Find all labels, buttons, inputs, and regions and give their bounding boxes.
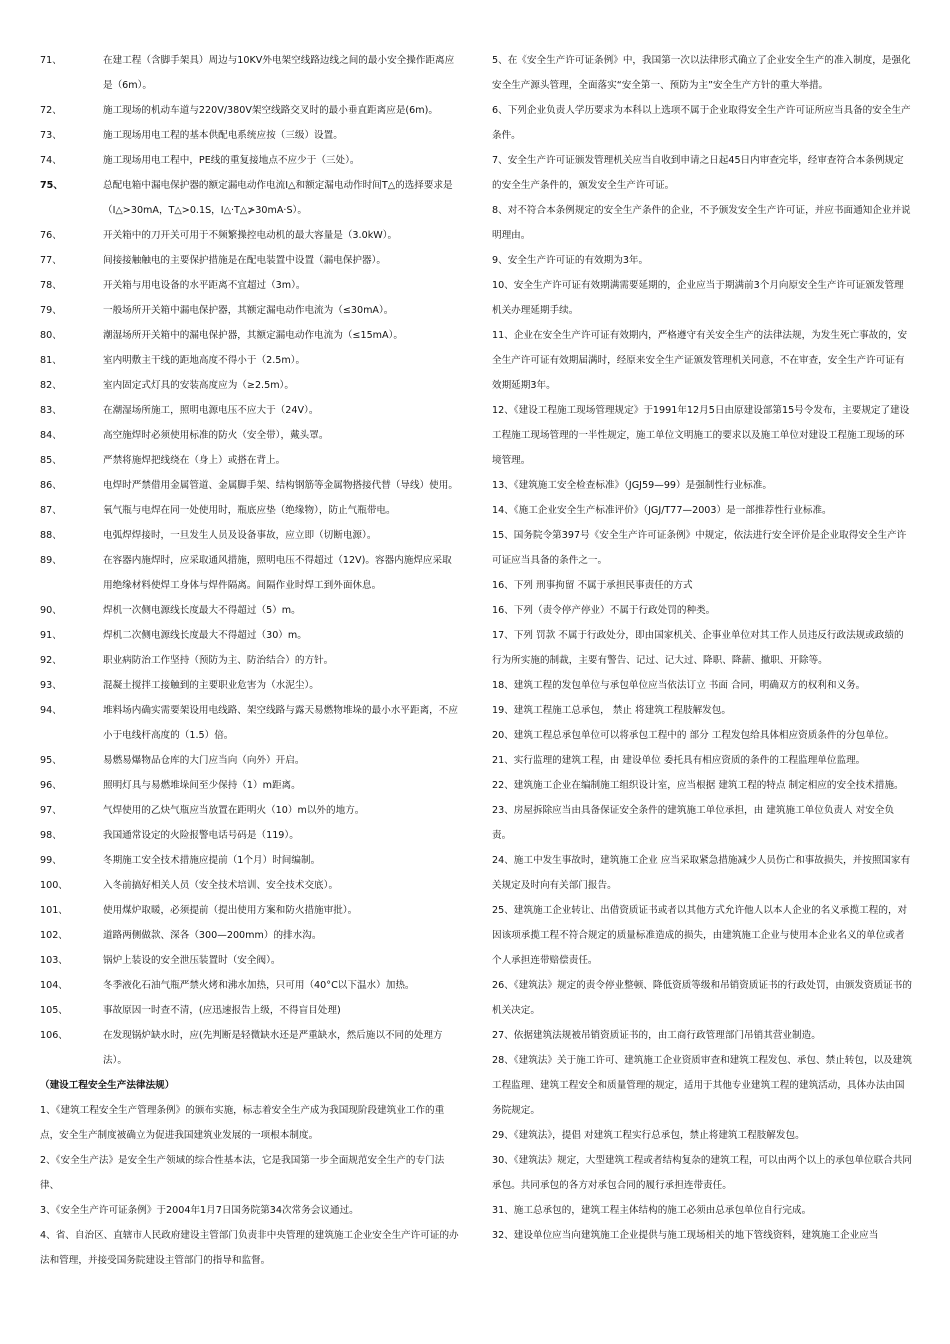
paragraph: 16、下列（责令停产停业）不属于行政处罚的种类。 (492, 605, 716, 616)
list-item (40, 48, 460, 98)
paragraph: 26、《建筑法》规定的责令停业整顿、降低资质等级和吊销资质证书的行政处罚，由颁发资质证书的机关决定。 (492, 980, 912, 1016)
item-text: 一般场所开关箱中漏电保护器，其额定漏电动作电流为（≤30mA）。 (103, 305, 394, 316)
paragraph: 3、《安全生产许可证条例》于2004年1月7日国务院第34次常务会议通过。 (40, 1205, 359, 1216)
list-item (40, 348, 460, 373)
paragraph: 30、《建筑法》规定，大型建筑工程或者结构复杂的建筑工程，可以由两个以上的承包单位联合共同承包。共同承包的各方对承包合同的履行承担连带责任。 (492, 1155, 912, 1191)
item-number: 98、 (40, 830, 62, 841)
item-text: 施工现场用电工程中，PE线的重复接地点不应少于（三处）。 (103, 155, 360, 166)
item-text: 冬期施工安全技术措施应提前（1个月）时间编制。 (103, 855, 321, 866)
item-text: 锅炉上装设的安全泄压装置时（安全阀）。 (103, 955, 281, 966)
item-number: 103、 (40, 955, 68, 966)
item-text: 入冬前搞好相关人员（安全技术培训、安全技术交底）。 (103, 880, 339, 891)
item-text: 氧气瓶与电焊在同一处使用时，瓶底应垫（绝缘物），防止气瓶带电。 (103, 505, 396, 516)
paragraph: 7、安全生产许可证颁发管理机关应当自收到申请之日起45日内审查完毕，经审查符合本条例规定的安全生产条件的，颁发安全生产许可证。 (492, 155, 904, 191)
paragraph: 15、国务院令第397号《安全生产许可证条例》中规定，依法进行安全评价是企业取得安全生产许可证应当具备的条件之一。 (492, 530, 907, 566)
item-text: 电弧焊焊接时，一旦发生人员及设备事故，应立即（切断电源）。 (103, 530, 377, 541)
item-text: 高空施焊时必须使用标准的防火（安全带），戴头罩。 (103, 430, 329, 441)
list-item (40, 773, 460, 798)
item-number: 80、 (40, 330, 62, 341)
paragraph: 32、建设单位应当向建筑施工企业提供与施工现场相关的地下管线资料，建筑施工企业应当 (492, 1230, 879, 1241)
item-number: 87、 (40, 505, 62, 516)
paragraph: 2、《安全生产法》是安全生产领域的综合性基本法，它是我国第一步全面规范安全生产的专门法律、 (40, 1155, 445, 1191)
item-number: 71、 (40, 55, 62, 66)
paragraph: 12、《建设工程施工现场管理规定》于1991年12月5日由原建设部第15号令发布，主要规定了建设工程施工现场管理的一半性规定，施工单位文明施工的要求以及施工单位对建设工程施工现场的环境管理。 (492, 405, 910, 466)
item-text: 易燃易爆物品仓库的大门应当向（向外）开启。 (103, 755, 305, 766)
item-text: 照明灯具与易燃堆垛间至少保持（1）m距离。 (103, 780, 301, 791)
paragraph: 14、《施工企业安全生产标准评价》（JGJ/T77—2003）是一部推荐性行业标准。 (492, 505, 832, 516)
list-item (40, 748, 460, 773)
list-item (40, 648, 460, 673)
item-number: 83、 (40, 405, 62, 416)
paragraph: 31、施工总承包的，建筑工程主体结构的施工必须由总承包单位自行完成。 (492, 1205, 812, 1216)
list-item (40, 948, 460, 973)
paragraph: 8、对不符合本条例规定的安全生产条件的企业，不予颁发安全生产许可证，并应书面通知企业并说明理由。 (492, 205, 911, 241)
paragraph: 21、实行监理的建筑工程，由 建设单位 委托具有相应资质的条件的工程监理单位监理。 (492, 755, 866, 766)
list-item (40, 673, 460, 698)
item-number: 97、 (40, 805, 62, 816)
item-number: 88、 (40, 530, 62, 541)
paragraph: 16、下列 刑事拘留 不属于承担民事责任的方式 (492, 580, 693, 591)
list-item (40, 448, 460, 473)
list-item (40, 423, 460, 448)
item-text: 气焊使用的乙炔气瓶应当放置在距明火（10）m以外的地方。 (103, 805, 365, 816)
paragraph: 10、安全生产许可证有效期满需要延期的，企业应当于期满前3个月向原安全生产许可证颁发管理机关办理延期手续。 (492, 280, 904, 316)
item-number: 85、 (40, 455, 62, 466)
paragraph: 4、省、自治区、直辖市人民政府建设主管部门负责非中央管理的建筑施工企业安全生产许可证的办法和管理，并接受国务院建设主管部门的指导和监督。 (40, 1230, 459, 1266)
item-number: 99、 (40, 855, 62, 866)
item-text: 总配电箱中漏电保护器的额定漏电动作电流I△和额定漏电动作时间T△的选择要求是（I△>30mA，T△>0.1S，I△·T△≯30mA·S）。 (103, 180, 453, 216)
item-text: 在发现锅炉缺水时，应(先判断是轻微缺水还是严重缺水，然后施以不同的处理方法）。 (103, 1030, 443, 1066)
paragraph: 25、建筑施工企业转让、出借资质证书或者以其他方式允许他人以本人企业的名义承揽工程的，对因该项承揽工程不符合规定的质量标准造成的损失，由建筑施工企业与使用本企业名义的单位或者个人承担连带赔偿责任。 (492, 905, 908, 966)
item-number: 95、 (40, 755, 62, 766)
item-text: 室内固定式灯具的安装高度应为（≥2.5m）。 (103, 380, 294, 391)
list-item (40, 623, 460, 648)
item-number: 84、 (40, 430, 62, 441)
paragraph: 19、建筑工程施工总承包， 禁止 将建筑工程肢解发包。 (492, 705, 731, 716)
paragraph: 5、在《安全生产许可证条例》中，我国第一次以法律形式确立了企业安全生产的准入制度，是强化安全生产源头管理，全面落实“安全第一、预防为主”安全生产方针的重大举措。 (492, 55, 911, 91)
item-number: 101、 (40, 905, 68, 916)
item-number: 93、 (40, 680, 62, 691)
item-text: 事故原因一时查不清，(应迅速报告上级，不得盲目处理) (103, 1005, 341, 1016)
paragraph: 23、房屋拆除应当由具备保证安全条件的建筑施工单位承担，由 建筑施工单位负责人 对安全负责。 (492, 805, 895, 841)
list-item (40, 898, 460, 923)
item-number: 106、 (40, 1030, 68, 1041)
paragraph: 13、《建筑施工安全检查标准》（JGJ59—99）是强制性行业标准。 (492, 480, 772, 491)
item-number: 100、 (40, 880, 68, 891)
item-number: 73、 (40, 130, 62, 141)
list-item (40, 698, 460, 748)
section-title: （建设工程安全生产法律法规） (40, 1080, 175, 1091)
item-number: 76、 (40, 230, 62, 241)
item-number: 89、 (40, 555, 62, 566)
list-item (40, 98, 460, 123)
list-item (40, 498, 460, 523)
item-text: 使用煤炉取暖，必须提前（提出使用方案和防火措施审批）。 (103, 905, 358, 916)
paragraph: 28、《建筑法》关于施工许可、建筑施工企业资质审查和建筑工程发包、承包、禁止转包，以及建筑工程监理、建筑工程安全和质量管理的规定，适用于其他专业建筑工程的建筑活动，具体办法由国务院规定。 (492, 1055, 912, 1116)
item-text: 开关箱与用电设备的水平距离不宜超过（3m）。 (103, 280, 306, 291)
paragraph: 20、建筑工程总承包单位可以将承包工程中的 部分 工程发包给具体相应资质条件的分包单位。 (492, 730, 895, 741)
item-number: 81、 (40, 355, 62, 366)
list-item (40, 548, 460, 598)
item-text: 焊机二次侧电源线长度最大不得超过（30）m。 (103, 630, 307, 641)
list-item (40, 598, 460, 623)
item-text: 混凝土搅拌工接触到的主要职业危害为（水泥尘）。 (103, 680, 319, 691)
list-item (40, 398, 460, 423)
item-text: 施工现场的机动车道与220V/380V架空线路交叉时的最小垂直距离应是(6m)。 (103, 105, 438, 116)
item-number: 82、 (40, 380, 62, 391)
list-item (40, 298, 460, 323)
item-text: 我国通常设定的火险报警电话号码是（119）。 (103, 830, 299, 841)
list-item (40, 273, 460, 298)
item-number: 79、 (40, 305, 62, 316)
item-number: 86、 (40, 480, 62, 491)
paragraph: 29、《建筑法》，提倡 对建筑工程实行总承包，禁止将建筑工程肢解发包。 (492, 1130, 805, 1141)
item-text: 室内明敷主干线的距地高度不得小于（2.5m）。 (103, 355, 306, 366)
right-column (492, 48, 912, 1248)
list-item (40, 173, 460, 223)
list-item (40, 823, 460, 848)
item-text: 间接接触触电的主要保护措施是在配电装置中设置（漏电保护器）。 (103, 255, 387, 266)
item-number: 94、 (40, 705, 62, 716)
item-number: 78、 (40, 280, 62, 291)
list-item (40, 973, 460, 998)
list-item (40, 323, 460, 348)
item-text: 在容器内施焊时，应采取通风措施，照明电压不得超过（12V)。容器内施焊应采取用绝缘材料使焊工身体与焊件隔离。间隔作业时焊工到外面休息。 (103, 555, 452, 591)
item-number: 92、 (40, 655, 62, 666)
item-number: 102、 (40, 930, 68, 941)
item-number: 90、 (40, 605, 62, 616)
item-text: 电焊时严禁借用金属管道、金属脚手架、结构钢筋等金属物搭接代替（导线）使用。 (103, 480, 458, 491)
item-text: 冬季液化石油气瓶严禁火烤和沸水加热，只可用（40°C以下温水）加热。 (103, 980, 415, 991)
item-text: 在潮湿场所施工，照明电源电压不应大于（24V）。 (103, 405, 319, 416)
item-number: 75、 (40, 180, 63, 191)
list-item (40, 123, 460, 148)
paragraph: 18、建筑工程的发包单位与承包单位应当依法订立 书面 合同，明确双方的权利和义务。 (492, 680, 866, 691)
item-text: 职业病防治工作坚持（预防为主、防治结合）的方针。 (103, 655, 334, 666)
list-item (40, 848, 460, 873)
list-item (40, 473, 460, 498)
item-text: 焊机一次侧电源线长度最大不得超过（5）m。 (103, 605, 301, 616)
paragraph: 11、企业在安全生产许可证有效期内，严格遵守有关安全生产的法律法规，为发生死亡事故的，安全生产许可证有效期届满时，经原来安全生产证颁发管理机关同意，不在审查，安全生产许可证有效期延期3年。 (492, 330, 908, 391)
item-number: 91、 (40, 630, 62, 641)
list-item (40, 923, 460, 948)
list-item (40, 373, 460, 398)
item-text: 道路两侧做款、深各（300—200mm）的排水沟。 (103, 930, 322, 941)
item-text: 潮湿场所开关箱中的漏电保护器，其额定漏电动作电流为（≤15mA）。 (103, 330, 403, 341)
list-item (40, 798, 460, 823)
list-item (40, 873, 460, 898)
item-number: 72、 (40, 105, 62, 116)
paragraph: 6、下列企业负责人学历要求为本科以上选项不属于企业取得安全生产许可证所应当具备的安全生产条件。 (492, 105, 911, 141)
list-item (40, 523, 460, 548)
paragraph: 27、依据建筑法规被吊销资质证书的，由工商行政管理部门吊销其营业制造。 (492, 1030, 821, 1041)
item-number: 104、 (40, 980, 68, 991)
item-number: 96、 (40, 780, 62, 791)
paragraph: 1、《建筑工程安全生产管理条例》的颁布实施，标志着安全生产成为我国现阶段建筑业工作的重点，安全生产制度被确立为促进我国建筑业发展的一项根本制度。 (40, 1105, 445, 1141)
list-item (40, 998, 460, 1023)
item-text: 开关箱中的刀开关可用于不频繁操控电动机的最大容量是（3.0kW）。 (103, 230, 398, 241)
left-column (40, 48, 460, 1273)
item-text: 施工现场用电工程的基本供配电系统应按（三级）设置。 (103, 130, 343, 141)
item-number: 74、 (40, 155, 62, 166)
paragraph: 9、安全生产许可证的有效期为3年。 (492, 255, 649, 266)
item-number: 77、 (40, 255, 62, 266)
paragraph: 17、下列 罚款 不属于行政处分，即由国家机关、企事业单位对其工作人员违反行政法规或政绩的行为所实施的制裁，主要有警告、记过、记大过、降职、降薪、撤职、开除等。 (492, 630, 904, 666)
item-text: 在建工程（含脚手架具）周边与10KV外电架空线路边线之间的最小安全操作距离应是（6m）。 (103, 55, 455, 91)
item-text: 严禁将施焊把线绕在（身上）或搭在背上。 (103, 455, 286, 466)
paragraph: 24、施工中发生事故时，建筑施工企业 应当采取紧急措施减少人员伤亡和事故损失，并按照国家有关规定及时向有关部门报告。 (492, 855, 911, 891)
list-item (40, 148, 460, 173)
list-item (40, 248, 460, 273)
item-number: 105、 (40, 1005, 68, 1016)
list-item (40, 1023, 460, 1073)
list-item (40, 223, 460, 248)
item-text: 堆料场内确实需要架设用电线路、架空线路与露天易燃物堆垛的最小水平距离，不应小于电线杆高度的（1.5）倍。 (103, 705, 458, 741)
paragraph: 22、建筑施工企业在编制施工组织设计室，应当根据 建筑工程的特点 制定相应的安全技术措施。 (492, 780, 904, 791)
